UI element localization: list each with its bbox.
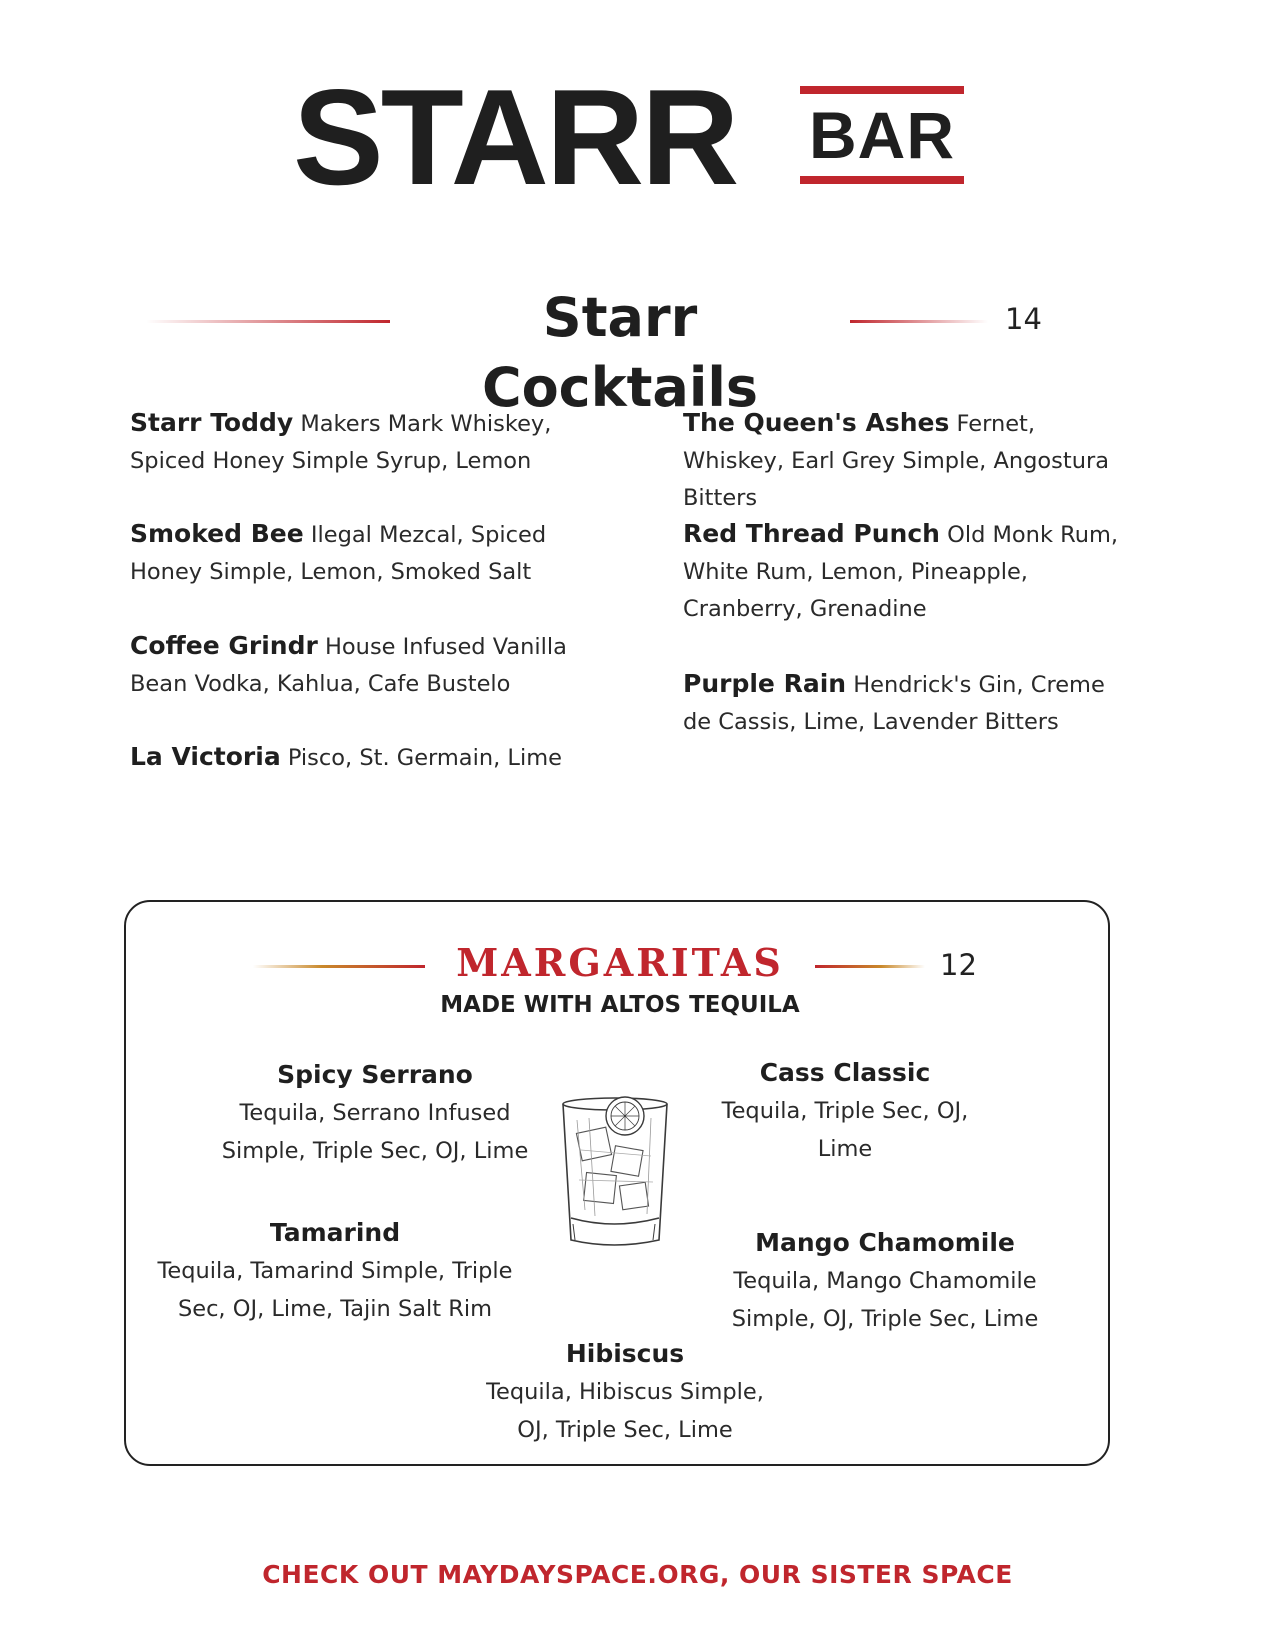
cocktail-name: Starr Toddy: [130, 408, 294, 437]
margarita-item: [720, 1224, 1050, 1338]
cocktail-item: [130, 515, 625, 591]
cocktail-desc: House Infused Vanilla Bean Vodka, Kahlua, Cafe Bustelo: [130, 634, 567, 697]
margarita-item: [215, 1056, 535, 1170]
margarita-name: Mango Chamomile: [755, 1228, 1015, 1257]
margarita-name: Spicy Serrano: [277, 1060, 473, 1089]
cocktail-item: [130, 404, 625, 480]
margarita-name: Cass Classic: [759, 1058, 931, 1087]
footer-sister-space: CHECK OUT MAYDAYSPACE.ORG, OUR SISTER SPACE: [262, 1560, 1013, 1589]
cocktails-rule-right: [850, 320, 988, 323]
cocktail-name: Coffee Grindr: [130, 631, 318, 660]
margarita-desc: Tequila, Triple Sec, OJ,: [721, 1098, 969, 1124]
margarita-desc: Tequila, Serrano Infused: [239, 1100, 511, 1126]
cocktail-name: La Victoria: [130, 742, 281, 771]
margarita-item: [155, 1214, 515, 1328]
cocktail-name: Purple Rain: [683, 669, 847, 698]
margarita-name: Hibiscus: [565, 1339, 685, 1368]
cocktail-desc: Hendrick's Gin, Creme de Cassis, Lime, Lavender Bitters: [683, 672, 1105, 735]
logo-bar-badge: [800, 86, 964, 184]
margarita-desc: Simple, OJ, Triple Sec, Lime: [731, 1306, 1039, 1332]
cocktail-item: [130, 627, 625, 703]
margarita-desc: Lime: [817, 1136, 873, 1162]
cocktail-desc: Old Monk Rum, White Rum, Lemon, Pineapple, Cranberry, Grenadine: [683, 522, 1119, 622]
cocktail-desc: Pisco, St. Germain, Lime: [287, 745, 562, 771]
margarita-item: [475, 1335, 775, 1449]
section-title-cocktails: Starr Cocktails: [481, 286, 759, 419]
cocktail-desc: Ilegal Mezcal, Spiced Honey Simple, Lemon, Smoked Salt: [130, 522, 547, 585]
logo-bar-text: BAR: [809, 98, 955, 172]
margarita-name: Tamarind: [269, 1218, 401, 1247]
margarita-desc: Simple, Triple Sec, OJ, Lime: [221, 1138, 529, 1164]
cocktail-name: Smoked Bee: [130, 519, 304, 548]
margarita-desc: Tequila, Mango Chamomile: [733, 1268, 1037, 1294]
cocktail-item: [683, 515, 1123, 628]
cocktails-price: 14: [1005, 302, 1042, 336]
margarita-desc: Tequila, Hibiscus Simple,: [486, 1379, 764, 1405]
cocktail-item: [130, 738, 625, 777]
logo-starr: STARR: [293, 61, 737, 213]
cocktail-name: Red Thread Punch: [683, 519, 940, 548]
margarita-desc: Tequila, Tamarind Simple, Triple: [157, 1258, 513, 1284]
margarita-desc: OJ, Triple Sec, Lime: [517, 1417, 733, 1443]
logo-bar-top-rule: [800, 86, 964, 94]
margaritas-subtitle: MADE WITH ALTOS TEQUILA: [440, 992, 800, 1018]
margaritas-rule-right: [815, 965, 925, 968]
margaritas-rule-left: [253, 965, 425, 968]
cocktail-desc: Makers Mark Whiskey, Spiced Honey Simple Syrup, Lemon: [130, 411, 552, 474]
margarita-item: [700, 1054, 990, 1168]
logo-bar-bottom-rule: [800, 176, 964, 184]
cocktail-item: [683, 665, 1123, 741]
margarita-desc: Sec, OJ, Lime, Tajin Salt Rim: [177, 1296, 493, 1322]
cocktail-name: The Queen's Ashes: [683, 408, 950, 437]
cocktail-glass-icon: [555, 1090, 673, 1250]
margaritas-title: MARGARITAS: [456, 940, 784, 985]
margaritas-price: 12: [940, 948, 977, 982]
cocktail-desc: Fernet, Whiskey, Earl Grey Simple, Angostura Bitters: [683, 411, 1110, 511]
cocktail-item: [683, 404, 1133, 517]
cocktails-rule-left: [146, 320, 390, 323]
